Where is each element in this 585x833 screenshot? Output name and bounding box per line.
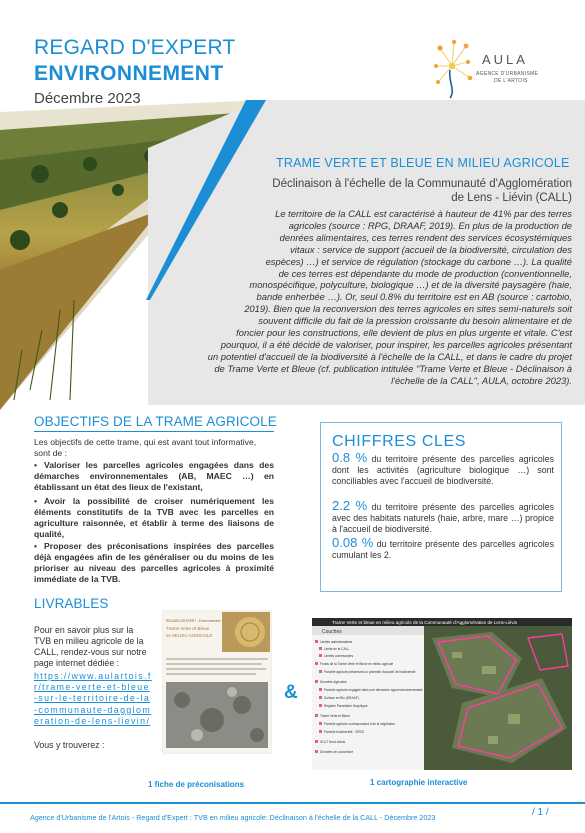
- deliverables-line: CALL, rendez-vous sur notre: [34, 647, 147, 657]
- objectives-intro: [34, 437, 274, 459]
- intro-line: l'échelle de la CALL", AULA, octobre 2023).: [391, 374, 572, 386]
- objectives-heading: OBJECTIFS DE LA TRAME AGRICOLE: [34, 414, 277, 429]
- objective-text: Proposer des préconisations inspirées des parcelles déjà engagées afin de les généraliser ou du moins de les prioriser au niveau des parcelles agricoles à proximité immédiate de la TVB.: [34, 541, 274, 584]
- doc-thumb-header-1: REGARD D'EXPERT - Environnement: [166, 619, 221, 623]
- publication-theme: ENVIRONNEMENT: [34, 62, 224, 85]
- intro-paragraph: [140, 208, 572, 387]
- logo-tagline-1: AGENCE D'URBANISME: [476, 71, 539, 77]
- interactive-map-thumbnail[interactable]: [312, 618, 572, 770]
- preconisations-sheet-thumbnail[interactable]: [162, 610, 272, 754]
- objective-item: [34, 541, 274, 585]
- deliverables-line: page internet dédiée :: [34, 658, 120, 668]
- key-figure-value: 2.2 %: [332, 498, 368, 513]
- logo-wordmark: AULA: [482, 52, 528, 67]
- key-figures-heading: CHIFFRES CLES: [332, 433, 467, 450]
- key-figure: [332, 500, 554, 536]
- map-layer-label: Parcelle biodiversité - SRCE: [324, 730, 365, 734]
- objective-item: [34, 496, 274, 540]
- key-figure-value: 0.8 %: [332, 450, 368, 465]
- footer-text: Agence d'Urbanisme de l'Artois - Regard d'Expert : TVB en milieu agricole: Déclinaison à l'échelle de la CALL - Décembre 2023: [30, 813, 436, 822]
- intro-line: bande enherbée …). Or, seul 0.8% du territoire est en AB (source : cartobio,: [256, 291, 572, 303]
- intro-line: denrées alimentaires, ces terres rendent des services écosystémiques: [279, 231, 572, 243]
- key-figure-text: du territoire présente des parcelles agricoles dont les activités (agriculture biologique …) sont conciliables avec l'accueil de biodiversité.: [332, 454, 554, 487]
- objective-text: Valoriser les parcelles agricoles engagées dans des démarches environnementales (AB, MAEC …) en établissant un état des lieux de l'existant,: [34, 460, 274, 492]
- intro-line: foncier pour les constructions, elle devient de plus en plus urgente et vitale. C'est: [236, 327, 572, 339]
- objectives-intro-line: sont de :: [34, 448, 67, 458]
- deliverables-line: Pour en savoir plus sur la: [34, 625, 134, 635]
- caption-preconisations: 1 fiche de préconisations: [148, 780, 245, 789]
- map-layer-label: Trame Verte et Bleue: [320, 714, 350, 718]
- map-layer-label: Limite de la CALL: [324, 647, 350, 651]
- key-figure: [332, 537, 554, 561]
- map-layer-label: Limites administratives: [320, 640, 353, 644]
- deliverables-link[interactable]: https://www.aulartois.fr/trame-verte-et-bleue-sur-le-territoire-de-la-communaute-dagglomeration-de-lens-lievin/: [34, 671, 152, 726]
- intro-line: Le territoire de la CALL est caractérisé à hauteur de 41% par des terres: [275, 208, 572, 219]
- page-number: / 1 /: [532, 807, 549, 818]
- intro-line: agricoles (source : RPG, DRAAF, 2019). En plus de la production de: [288, 219, 572, 231]
- objectives-intro-line: Les objectifs de cette trame, qui est avant tout informative,: [34, 437, 257, 447]
- map-layer-label: Parcelle agricole engagée dans une démarche agroenvironnementale: [324, 688, 423, 692]
- objective-text: Avoir la possibilité de croiser numériquement les éléments constitutifs de la TVB avec les parcelles en agriculture raisonnée, et établir à terme des liaisons de qualité,: [34, 496, 274, 539]
- publication-date: Décembre 2023: [34, 90, 141, 107]
- bullet-icon: •: [34, 541, 38, 551]
- key-figure-text: du territoire présente des parcelles agricoles cumulant les 2.: [332, 539, 554, 561]
- objective-item: [34, 460, 274, 493]
- key-figure-value: 0.08 %: [332, 535, 374, 550]
- map-layer-label: Fonds de la Trame Verte et Bleue en milieu agricole: [320, 662, 394, 666]
- deliverables-outro: Vous y trouverez :: [34, 740, 105, 750]
- intro-line: espèces) …) et service de régulation (stockage du carbone …). La qualité: [265, 255, 572, 267]
- publication-series: REGARD D'EXPERT: [34, 36, 236, 59]
- map-thumb-topbar: Trame Verte et bleue en milieu agricole de la Communauté d'Agglomération de Lens-Liévin: [332, 620, 518, 625]
- intro-line: vitaux : service de support (accueil de la biodiversité, circulation des: [290, 243, 572, 255]
- map-layer-label: Données Agricoles: [320, 680, 347, 684]
- bullet-icon: •: [34, 460, 38, 470]
- caption-interactive-map: 1 cartographie interactive: [370, 778, 468, 787]
- deliverables-heading: LIVRABLES: [34, 596, 109, 611]
- aula-logo-icon: [430, 36, 550, 102]
- intro-line: un potentiel d'accueil de la biodiversité à l'échelle de la CALL, et dans le cadre du projet: [207, 350, 572, 362]
- intro-line: 2019). Bien que la reconversion des terres agricoles en sites semi-naturels soit: [244, 303, 572, 315]
- map-layer-label: Parcelle agricole présentant un potentiel d'accueil de biodiversité: [324, 670, 416, 674]
- doc-thumb-header-2: Trame Verte et Bleue: [166, 626, 210, 631]
- intro-line: de ces terres est dépendante du mode de production (conventionnelle,: [278, 267, 572, 279]
- intro-line: pourquoi, il a été décidé de valoriser, pour inspirer, les parcelles agricoles présentant: [220, 338, 572, 350]
- map-layer-label: Limites communales: [324, 654, 354, 658]
- footer-divider: [0, 802, 585, 804]
- deliverables-intro: [34, 625, 154, 669]
- logo-tagline-2: DE L'ARTOIS: [494, 78, 528, 84]
- bullet-icon: •: [34, 496, 38, 506]
- map-layer-label: SCoT Nord-Artois: [320, 740, 346, 744]
- intro-line: de Trame Verte et Bleue (cf. publication intitulée "Trame Verte et Bleue - Déclinaison à: [214, 362, 572, 374]
- key-figure-text: du territoire présente des parcelles agricoles avec des habitats naturels (haie, arbre, mare …) propice à l'accueil de biodiversité.: [332, 502, 554, 535]
- intro-title: TRAME VERTE ET BLEUE EN MILIEU AGRICOLE: [276, 156, 570, 170]
- intro-line: monospécifique, polyculture, biologique …) et de la diversité paysagère (haie,: [249, 279, 572, 291]
- map-thumb-panel-title: Couches: [322, 629, 342, 635]
- objectives-divider: [34, 431, 274, 432]
- intro-line: souvent difficile du fait de la pression croissante du besoin alimentaire et de: [258, 315, 572, 327]
- map-layer-label: Registre Parcellaire Graphique: [324, 704, 368, 708]
- ampersand-symbol: &: [284, 682, 298, 703]
- intro-subtitle-line-2: de Lens - Liévin (CALL): [451, 192, 572, 204]
- map-layer-label: Surface en Bio (DRAAF): [324, 696, 359, 700]
- doc-thumb-header-3: en MILIEU AGRICOLE: [166, 633, 213, 638]
- map-layer-label: Parcelle agricole correspondant à de la végétation: [324, 722, 395, 726]
- key-figure: [332, 452, 554, 488]
- intro-subtitle-line-1: Déclinaison à l'échelle de la Communauté d'Agglomération: [272, 178, 572, 190]
- deliverables-line: TVB en milieu agricole de la: [34, 636, 144, 646]
- map-layer-label: Données en couverture: [320, 750, 354, 754]
